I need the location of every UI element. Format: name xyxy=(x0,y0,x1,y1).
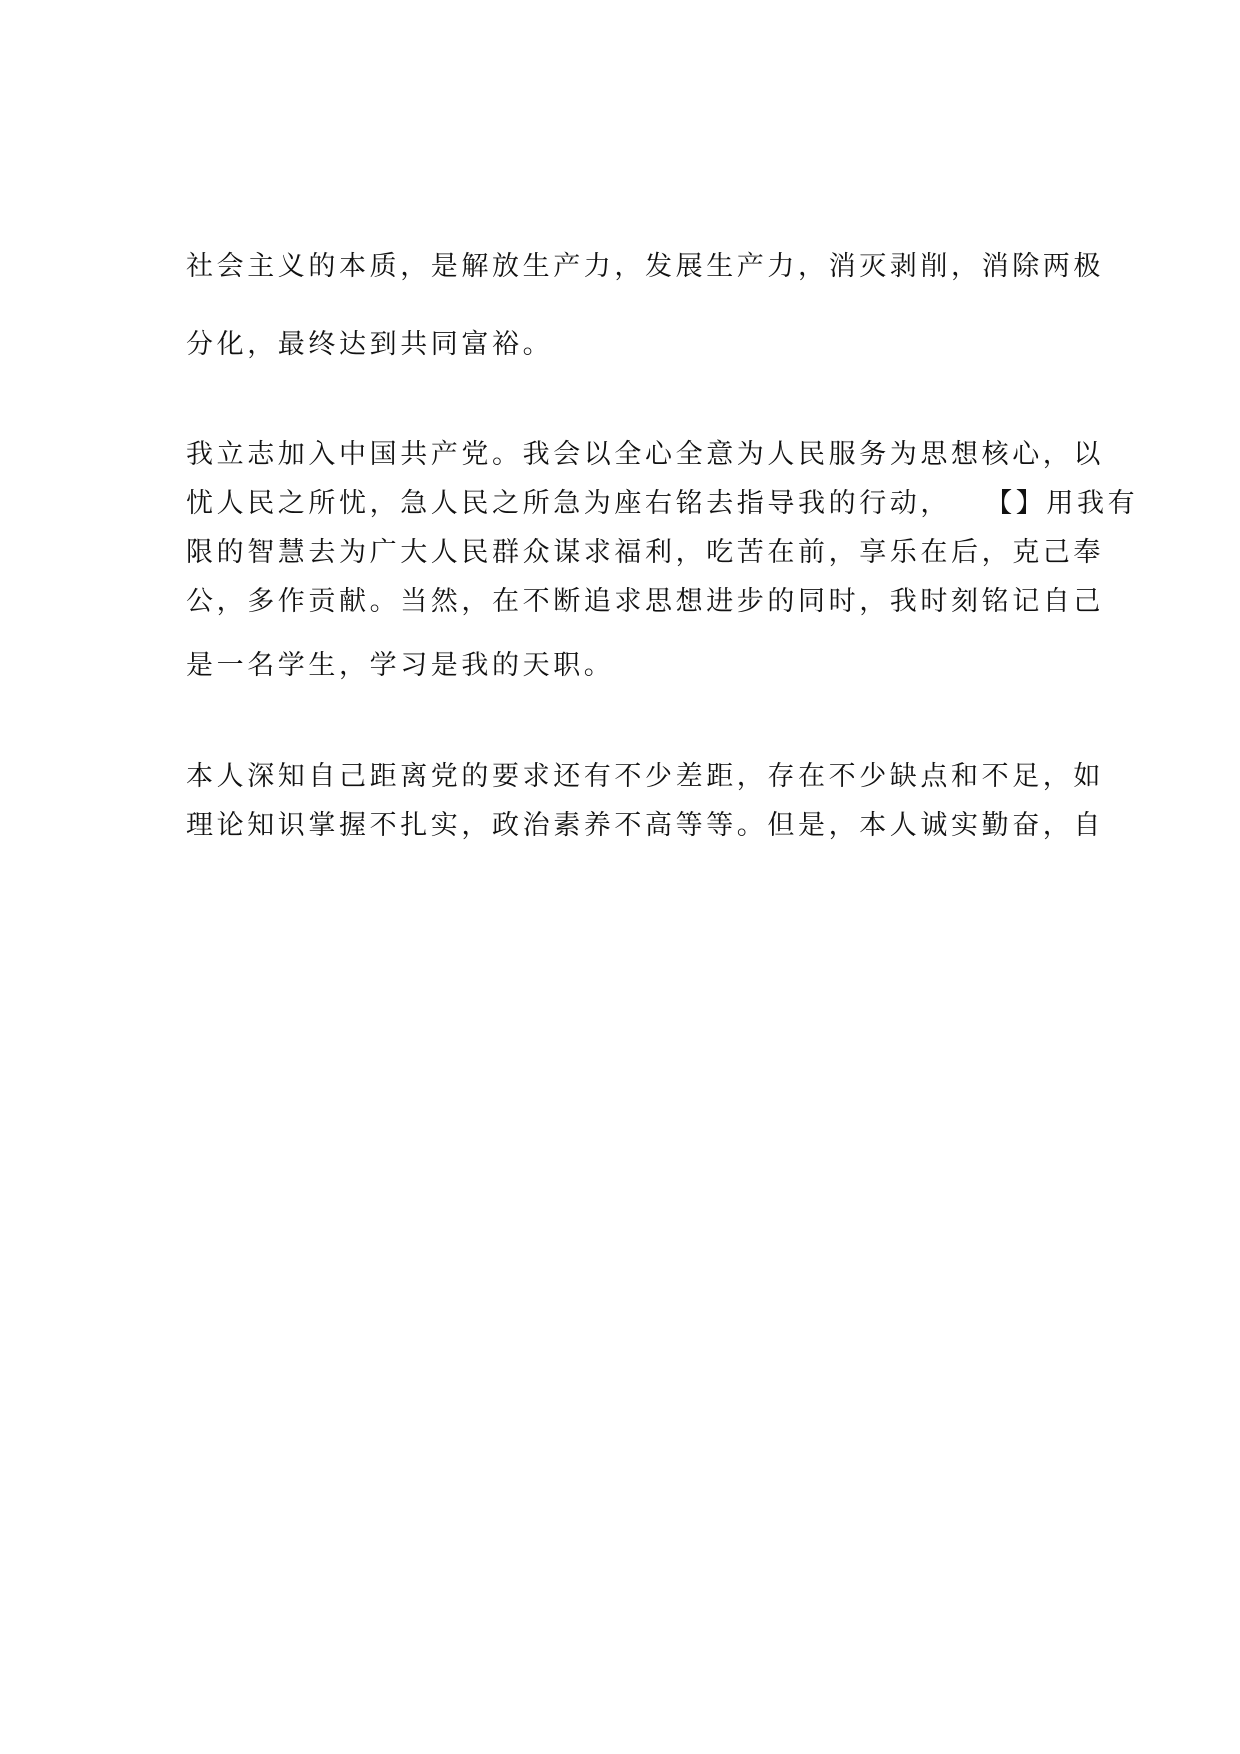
text-line: 忧人民之所忧，急人民之所急为座右铭去指导我的行动， 【】用我有 xyxy=(186,488,1139,519)
text-line: 理论知识掌握不扎实，政治素养不高等等。但是，本人诚实勤奋，自 xyxy=(186,810,1104,841)
text-line: 本人深知自己距离党的要求还有不少差距，存在不少缺点和不足，如 xyxy=(186,761,1104,792)
text-line: 社会主义的本质，是解放生产力，发展生产力，消灭剥削，消除两极 xyxy=(186,251,1104,282)
text-line: 是一名学生，学习是我的天职。 xyxy=(186,650,615,681)
text-line: 公，多作贡献。当然，在不断追求思想进步的同时，我时刻铭记自己 xyxy=(186,586,1104,617)
text-line: 分化，最终达到共同富裕。 xyxy=(186,329,554,360)
text-line: 限的智慧去为广大人民群众谋求福利，吃苦在前，享乐在后，克己奉 xyxy=(186,537,1104,568)
text-line: 我立志加入中国共产党。我会以全心全意为人民服务为思想核心，以 xyxy=(186,439,1104,470)
